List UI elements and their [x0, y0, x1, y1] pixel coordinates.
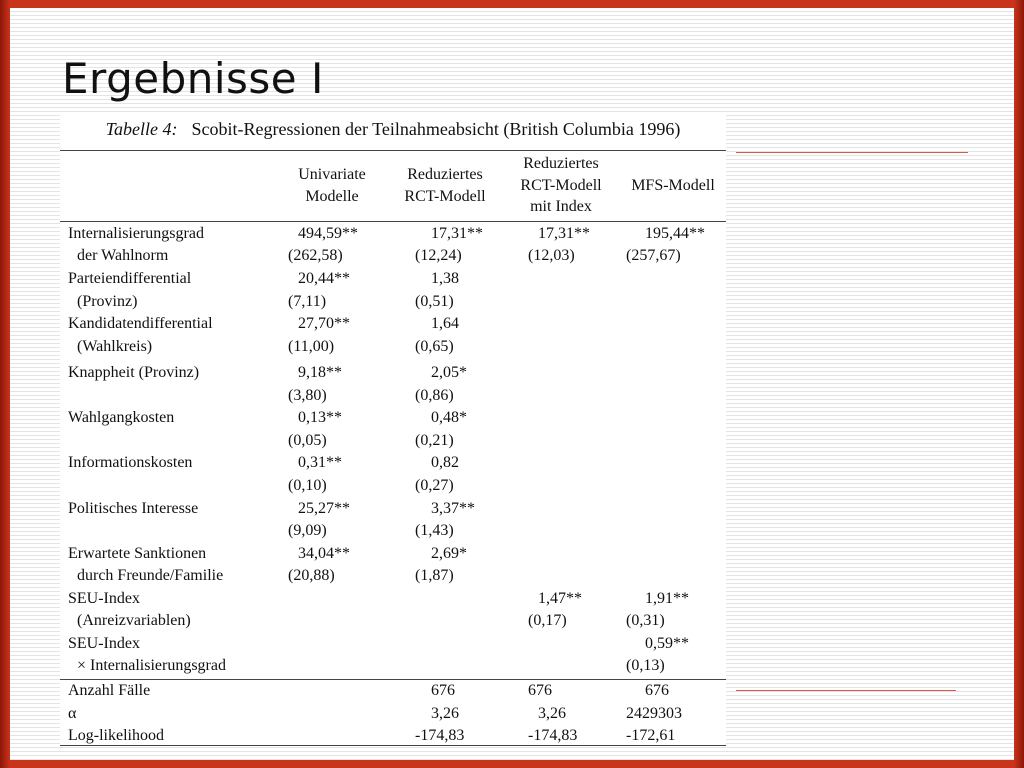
table-cell: (0,51)	[415, 293, 454, 310]
table-cell: 1,38	[431, 270, 459, 287]
table-cell: (9,09)	[288, 522, 327, 539]
header-rct-index: Reduziertes RCT-Modell mit Index	[520, 155, 602, 215]
table-cell: 1,64	[431, 315, 459, 332]
table-cell: 0,48*	[431, 409, 467, 426]
table-cell: 676	[528, 682, 552, 699]
table-cell: 0,82	[431, 454, 459, 471]
table-cell: (0,27)	[415, 477, 454, 494]
table-cell: 1,91**	[645, 590, 689, 607]
table-row	[60, 520, 726, 543]
row-label: Informationskosten	[68, 454, 193, 471]
row-label: Internalisierungsgrad	[68, 225, 204, 242]
table-cell: (11,00)	[288, 338, 335, 355]
table-cell: 27,70**	[298, 315, 350, 332]
table-row	[60, 565, 726, 588]
table-cell: -172,61	[626, 727, 676, 744]
table-cell: 0,31**	[298, 454, 342, 471]
row-label: der Wahlnorm	[77, 247, 169, 264]
table-row	[60, 430, 726, 453]
row-label: SEU-Index	[68, 635, 140, 652]
table-cell: 0,13**	[298, 409, 342, 426]
row-label: Politisches Interesse	[68, 500, 199, 517]
row-label: Parteiendifferential	[68, 270, 192, 287]
slide-title: Ergebnisse I	[62, 54, 324, 103]
table-cell: 195,44**	[645, 225, 705, 242]
table-cell: 34,04**	[298, 545, 350, 562]
table-cell: 1,47**	[538, 590, 582, 607]
table-cell: (1,43)	[415, 522, 454, 539]
row-label: (Wahlkreis)	[77, 338, 153, 355]
table-caption	[60, 118, 726, 141]
row-label: Erwartete Sanktionen	[68, 545, 207, 562]
table-row	[60, 655, 726, 678]
table-cell: (20,88)	[288, 567, 335, 584]
header-rule	[60, 221, 726, 222]
accent-line-top	[736, 152, 968, 153]
table-row	[60, 543, 726, 566]
table-row	[60, 336, 726, 359]
summary-row	[60, 703, 726, 726]
row-label: α	[68, 705, 77, 722]
table-row	[60, 385, 726, 408]
table-cell: (12,24)	[415, 247, 462, 264]
table-cell: (0,31)	[626, 612, 665, 629]
caption-text: Scobit-Regressionen der Teilnahmeabsicht (British Columbia 1996)	[191, 119, 681, 139]
table-row	[60, 452, 726, 475]
row-label: (Anreizvariablen)	[77, 612, 191, 629]
table-cell: (0,13)	[626, 657, 665, 674]
table-cell: 2,69*	[431, 545, 467, 562]
table-cell: (7,11)	[288, 293, 327, 310]
table-row	[60, 223, 726, 246]
table-cell: 0,59**	[645, 635, 689, 652]
table-cell: 17,31**	[538, 225, 590, 242]
table-bottom-rule	[60, 745, 726, 746]
row-label: durch Freunde/Familie	[77, 567, 224, 584]
table-cell: 676	[431, 682, 455, 699]
table-row	[60, 588, 726, 611]
table-cell: 3,26	[538, 705, 566, 722]
row-label: (Provinz)	[77, 293, 138, 310]
caption-label: Tabelle 4:	[105, 119, 178, 139]
table-top-rule	[60, 150, 726, 151]
table-cell: (262,58)	[288, 247, 343, 264]
summary-row	[60, 680, 726, 703]
table-row	[60, 362, 726, 385]
table-cell: 3,37**	[431, 500, 475, 517]
table-row	[60, 268, 726, 291]
header-mfs: MFS-Modell	[631, 177, 715, 194]
table-cell: (0,21)	[415, 432, 454, 449]
table-cell: 2429303	[626, 705, 682, 722]
table-row	[60, 407, 726, 430]
table-row	[60, 633, 726, 656]
regression-table	[60, 112, 726, 744]
table-cell: 20,44**	[298, 270, 350, 287]
table-cell: 9,18**	[298, 364, 342, 381]
table-cell: (3,80)	[288, 387, 327, 404]
table-row	[60, 610, 726, 633]
accent-line-bottom	[736, 690, 956, 691]
row-label: SEU-Index	[68, 590, 140, 607]
table-cell: (0,17)	[528, 612, 567, 629]
table-cell: (257,67)	[626, 247, 681, 264]
table-row	[60, 291, 726, 314]
row-label: Wahlgangkosten	[68, 409, 175, 426]
table-cell: -174,83	[528, 727, 578, 744]
row-label: × Internalisierungsgrad	[77, 657, 226, 674]
table-cell: (0,10)	[288, 477, 327, 494]
table-cell: (0,65)	[415, 338, 454, 355]
table-row	[60, 498, 726, 521]
table-row	[60, 475, 726, 498]
table-cell: 494,59**	[298, 225, 358, 242]
table-cell: -174,83	[415, 727, 465, 744]
table-row	[60, 245, 726, 268]
table-cell: (0,86)	[415, 387, 454, 404]
row-label: Anzahl Fälle	[68, 682, 151, 699]
table-cell: (0,05)	[288, 432, 327, 449]
table-row	[60, 313, 726, 336]
table-cell: 2,05*	[431, 364, 467, 381]
table-cell: 676	[645, 682, 669, 699]
table-cell: (12,03)	[528, 247, 575, 264]
table-cell: 25,27**	[298, 500, 350, 517]
table-cell: (1,87)	[415, 567, 454, 584]
row-label: Kandidatendifferential	[68, 315, 213, 332]
table-cell: 3,26	[431, 705, 459, 722]
row-label: Log-likelihood	[68, 727, 164, 744]
header-univariate: Univariate Modelle	[298, 166, 366, 205]
table-cell: 17,31**	[431, 225, 483, 242]
row-label: Knappheit (Provinz)	[68, 364, 200, 381]
header-rct: Reduziertes RCT-Modell	[404, 166, 486, 205]
